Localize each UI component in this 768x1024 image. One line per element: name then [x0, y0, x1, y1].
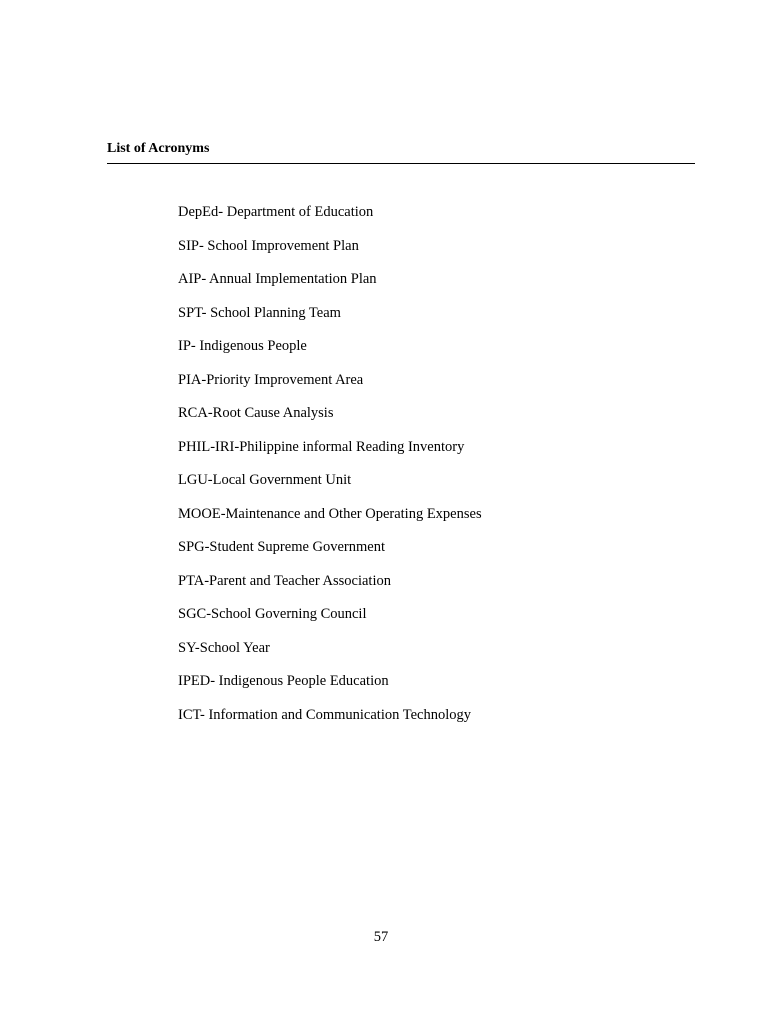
acronym-item-mooe: MOOE-Maintenance and Other Operating Expenses — [178, 505, 482, 522]
acronym-item-pta: PTA-Parent and Teacher Association — [178, 572, 391, 589]
acronym-item-aip: AIP- Annual Implementation Plan — [178, 271, 377, 287]
page-title: List of Acronyms — [107, 141, 210, 156]
heading-block — [107, 140, 695, 164]
acronym-item-phil-iri: PHIL-IRI-Philippine informal Reading Inventory — [178, 438, 465, 455]
acronym-item-ip: IP- Indigenous People — [178, 338, 307, 354]
acronym-item-ict: ICT- Information and Communication Technology — [178, 706, 471, 723]
acronym-item-iped: IPED- Indigenous People Education — [178, 673, 389, 689]
acronym-item-spg: SPG-Student Supreme Government — [178, 539, 386, 555]
acronym-item-sip: SIP- School Improvement Plan — [178, 237, 359, 254]
acronym-item-sy: SY-School Year — [178, 639, 270, 656]
acronym-item-lgu: LGU-Local Government Unit — [178, 472, 352, 488]
acronym-item-deped: DepEd- Department of Education — [178, 204, 374, 220]
acronym-item-rca: RCA-Root Cause Analysis — [178, 405, 334, 421]
acronym-item-spt: SPT- School Planning Team — [178, 304, 341, 321]
acronym-item-pia: PIA-Priority Improvement Area — [178, 371, 364, 388]
acronym-list — [178, 203, 698, 739]
acronym-item-sgc: SGC-School Governing Council — [178, 606, 367, 622]
page-number: 57 — [373, 929, 389, 945]
